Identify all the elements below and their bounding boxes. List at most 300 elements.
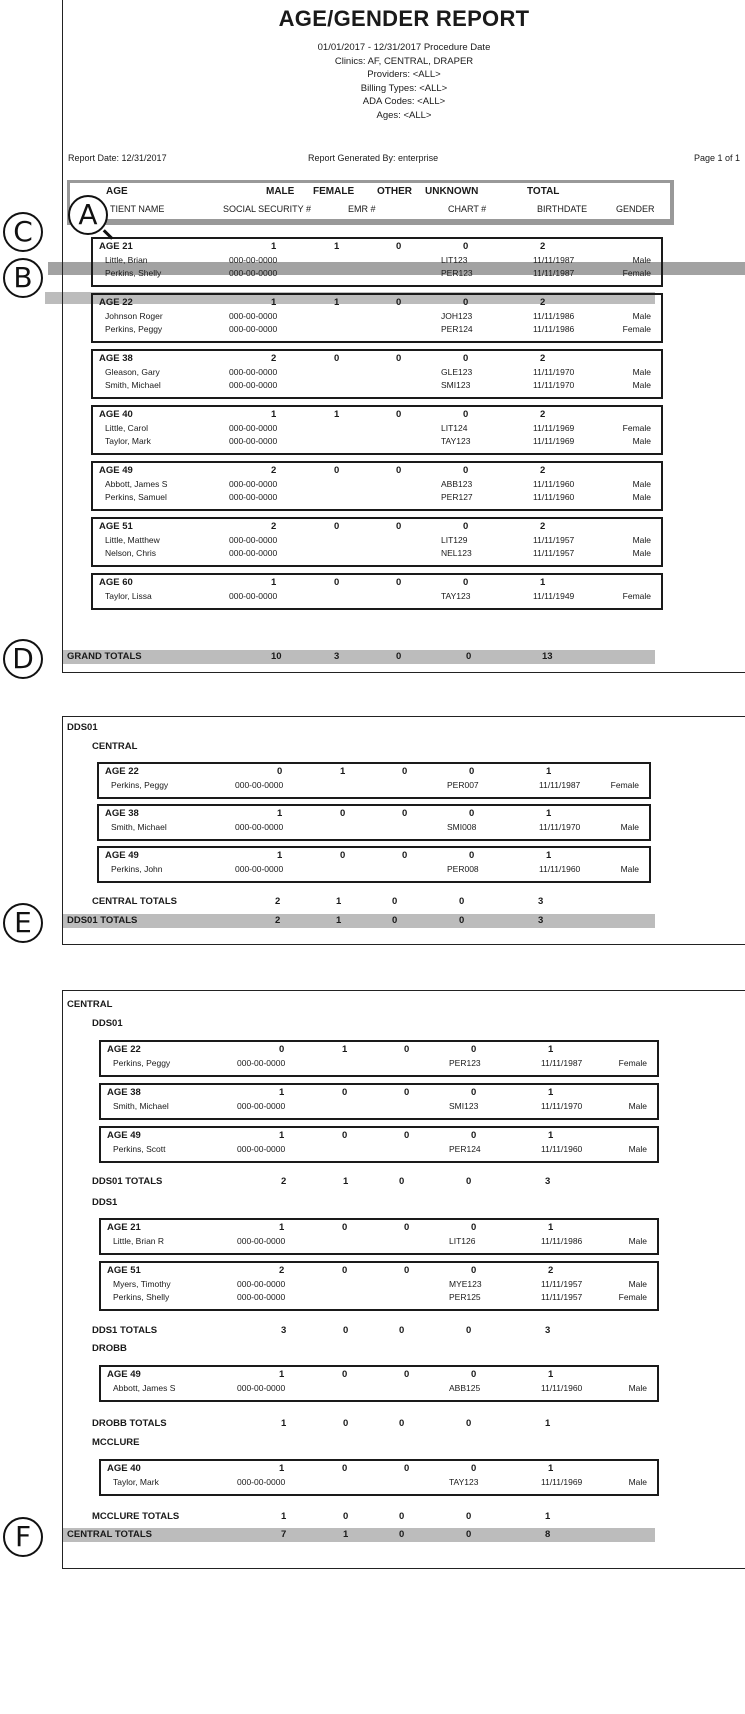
patient-name: Little, Carol — [105, 423, 148, 433]
age-unknown-count: 0 — [471, 1463, 477, 1474]
patient-row — [101, 1278, 657, 1291]
patient-gender: Female — [618, 1292, 647, 1302]
clinic-totals-label: CENTRAL TOTALS — [92, 896, 177, 907]
age-unknown-count: 0 — [471, 1222, 477, 1233]
age-male-count: 2 — [271, 465, 277, 476]
patient-ssn: 000-00-0000 — [229, 591, 278, 601]
age-label: AGE 40 — [107, 1463, 141, 1474]
provider-totals-row — [63, 914, 655, 928]
age-group — [97, 846, 651, 883]
patient-chart-number: SMI123 — [441, 380, 471, 390]
col-unknown: UNKNOWN — [425, 186, 479, 197]
age-unknown-count: 0 — [471, 1044, 477, 1055]
patient-name: Perkins, Shelly — [113, 1292, 170, 1302]
age-label: AGE 22 — [105, 766, 139, 777]
clinic-totals-unknown: 0 — [466, 1529, 472, 1540]
patient-gender: Male — [628, 1383, 647, 1393]
age-male-count: 2 — [271, 353, 277, 364]
patient-birthdate: 11/11/1957 — [533, 548, 575, 558]
age-other-count: 0 — [396, 409, 402, 420]
col-ssn: SOCIAL SECURITY # — [223, 204, 312, 214]
age-group-header — [101, 1086, 657, 1099]
patient-row — [93, 422, 661, 435]
patient-ssn: 000-00-0000 — [229, 268, 278, 278]
age-total-count: 2 — [548, 1265, 554, 1276]
age-group — [99, 1365, 659, 1402]
provider-totals-total: 1 — [545, 1418, 551, 1429]
age-male-count: 1 — [271, 297, 277, 308]
patient-ssn: 000-00-0000 — [237, 1477, 286, 1487]
patient-row — [101, 1143, 657, 1156]
age-female-count: 0 — [340, 808, 346, 819]
patient-row — [99, 779, 649, 792]
age-female-count: 0 — [342, 1130, 348, 1141]
provider-name: DDS01 — [67, 722, 98, 733]
patient-row — [93, 478, 661, 491]
col-emr: EMR # — [348, 204, 376, 214]
age-group-header — [93, 296, 661, 309]
patient-chart-number: PER123 — [441, 268, 473, 278]
col-other: OTHER — [377, 186, 412, 197]
patient-gender: Male — [632, 535, 651, 545]
age-female-count: 0 — [342, 1222, 348, 1233]
patient-row — [101, 1057, 657, 1070]
patient-ssn: 000-00-0000 — [235, 780, 284, 790]
patient-name: Perkins, Samuel — [105, 492, 167, 502]
age-female-count: 0 — [342, 1369, 348, 1380]
col-total: TOTAL — [527, 186, 560, 197]
age-group-header — [101, 1462, 657, 1475]
patient-row — [93, 310, 661, 323]
age-unknown-count: 0 — [463, 521, 469, 532]
provider-totals-other: 0 — [399, 1511, 405, 1522]
age-label: AGE 49 — [105, 850, 139, 861]
grand-totals-label: GRAND TOTALS — [67, 651, 142, 662]
patient-gender: Male — [628, 1144, 647, 1154]
provider-totals-unknown: 0 — [466, 1176, 472, 1187]
patient-chart-number: ABB125 — [449, 1383, 481, 1393]
clinic-totals-total: 8 — [545, 1529, 551, 1540]
age-unknown-count: 0 — [471, 1087, 477, 1098]
age-group-header — [93, 464, 661, 477]
patient-name: Perkins, Peggy — [105, 324, 163, 334]
age-group-header — [93, 352, 661, 365]
patient-birthdate: 11/11/1969 — [533, 436, 575, 446]
age-group-header — [93, 520, 661, 533]
provider-totals-row — [63, 1324, 655, 1338]
patient-gender: Male — [628, 1477, 647, 1487]
patient-row — [93, 254, 661, 267]
age-label: AGE 21 — [107, 1222, 141, 1233]
age-group-header — [99, 807, 649, 820]
age-group — [99, 1261, 659, 1311]
age-other-count: 0 — [396, 577, 402, 588]
age-male-count: 0 — [277, 766, 283, 777]
age-group — [99, 1459, 659, 1496]
col-patient-name: TIENT NAME — [110, 204, 165, 214]
patient-name: Perkins, John — [111, 864, 163, 874]
age-male-count: 1 — [277, 808, 283, 819]
report-filters — [63, 41, 745, 122]
patient-gender: Male — [632, 367, 651, 377]
provider-totals-unknown: 0 — [459, 915, 465, 926]
report-date: Report Date: 12/31/2017 — [68, 153, 167, 163]
grand-totals-female: 3 — [334, 651, 340, 662]
col-gender: GENDER — [616, 204, 655, 214]
age-other-count: 0 — [404, 1369, 410, 1380]
patient-chart-number: PER124 — [441, 324, 473, 334]
patient-chart-number: PER125 — [449, 1292, 481, 1302]
age-other-count: 0 — [396, 521, 402, 532]
patient-birthdate: 11/11/1970 — [533, 367, 575, 377]
provider-totals-female: 0 — [343, 1418, 349, 1429]
col-male: MALE — [266, 186, 295, 197]
clinic-totals-unknown: 0 — [459, 896, 465, 907]
provider-totals-total: 3 — [545, 1176, 551, 1187]
age-total-count: 1 — [548, 1130, 554, 1141]
age-group — [91, 405, 663, 455]
patient-birthdate: 11/11/1957 — [541, 1292, 583, 1302]
patient-row — [93, 534, 661, 547]
age-unknown-count: 0 — [463, 409, 469, 420]
age-other-count: 0 — [404, 1222, 410, 1233]
patient-ssn: 000-00-0000 — [237, 1058, 286, 1068]
age-label: AGE 51 — [99, 521, 133, 532]
patient-name: Abbott, James S — [113, 1383, 176, 1393]
age-group-header — [101, 1129, 657, 1142]
age-group-header — [99, 765, 649, 778]
patient-row — [101, 1476, 657, 1489]
patient-gender: Female — [622, 423, 651, 433]
age-label: AGE 38 — [105, 808, 139, 819]
age-unknown-count: 0 — [463, 465, 469, 476]
patient-gender: Female — [622, 324, 651, 334]
age-male-count: 1 — [271, 241, 277, 252]
patient-name: Johnson Roger — [105, 311, 163, 321]
age-label: AGE 21 — [99, 241, 133, 252]
patient-birthdate: 11/11/1960 — [539, 864, 581, 874]
age-group — [99, 1040, 659, 1077]
patient-gender: Male — [620, 822, 639, 832]
patient-ssn: 000-00-0000 — [229, 479, 278, 489]
age-unknown-count: 0 — [471, 1130, 477, 1141]
patient-row — [99, 863, 649, 876]
patient-gender: Male — [632, 255, 651, 265]
patient-ssn: 000-00-0000 — [229, 423, 278, 433]
patient-birthdate: 11/11/1960 — [533, 479, 575, 489]
patient-birthdate: 11/11/1949 — [533, 591, 575, 601]
age-male-count: 2 — [279, 1265, 285, 1276]
provider-totals-other: 0 — [399, 1325, 405, 1336]
age-female-count: 1 — [334, 241, 340, 252]
age-other-count: 0 — [404, 1265, 410, 1276]
provider-totals-unknown: 0 — [466, 1511, 472, 1522]
age-group — [91, 573, 663, 610]
age-group — [91, 293, 663, 343]
patient-ssn: 000-00-0000 — [237, 1292, 286, 1302]
age-group — [99, 1126, 659, 1163]
filter-billing-types: Billing Types: <ALL> — [360, 82, 448, 94]
patient-gender: Male — [632, 380, 651, 390]
age-group-header — [99, 849, 649, 862]
patient-row — [93, 435, 661, 448]
patient-name: Smith, Michael — [111, 822, 167, 832]
filter-ages: Ages: <ALL> — [376, 109, 432, 121]
age-unknown-count: 0 — [463, 577, 469, 588]
provider-totals-row — [63, 1175, 655, 1189]
provider-totals-label: DDS01 TOTALS — [92, 1176, 163, 1187]
patient-ssn: 000-00-0000 — [229, 311, 278, 321]
provider-totals-label: DROBB TOTALS — [92, 1418, 167, 1429]
patient-chart-number: TAY123 — [449, 1477, 479, 1487]
patient-name: Smith, Michael — [113, 1101, 169, 1111]
callout-f: F — [3, 1517, 43, 1557]
patient-row — [101, 1382, 657, 1395]
age-total-count: 1 — [548, 1463, 554, 1474]
col-age: AGE — [106, 186, 128, 197]
patient-gender: Male — [628, 1101, 647, 1111]
provider-totals-female: 1 — [343, 1176, 349, 1187]
age-group — [99, 1083, 659, 1120]
clinic-totals-other: 0 — [399, 1529, 405, 1540]
age-group-header — [93, 576, 661, 589]
callout-e: E — [3, 903, 43, 943]
grand-totals-row — [63, 650, 655, 664]
filter-ada-codes: ADA Codes: <ALL> — [362, 96, 446, 107]
patient-ssn: 000-00-0000 — [237, 1383, 286, 1393]
age-total-count: 1 — [548, 1044, 554, 1055]
age-group — [91, 517, 663, 567]
patient-gender: Female — [622, 268, 651, 278]
patient-name: Perkins, Peggy — [113, 1058, 171, 1068]
patient-row — [93, 267, 661, 280]
age-unknown-count: 0 — [463, 241, 469, 252]
patient-gender: Female — [610, 780, 639, 790]
clinic-totals-male: 2 — [275, 896, 281, 907]
report-page-3 — [62, 990, 745, 1569]
age-male-count: 1 — [279, 1222, 285, 1233]
age-label: AGE 22 — [107, 1044, 141, 1055]
age-female-count: 0 — [334, 521, 340, 532]
age-total-count: 2 — [540, 409, 546, 420]
report-page-2 — [62, 716, 745, 945]
patient-chart-number: GLE123 — [441, 367, 473, 377]
patient-gender: Male — [632, 436, 651, 446]
age-other-count: 0 — [396, 465, 402, 476]
age-other-count: 0 — [404, 1087, 410, 1098]
age-female-count: 0 — [342, 1087, 348, 1098]
age-label: AGE 38 — [99, 353, 133, 364]
age-unknown-count: 0 — [471, 1265, 477, 1276]
patient-chart-number: TAY123 — [441, 591, 471, 601]
col-birthdate: BIRTHDATE — [537, 204, 588, 214]
age-female-count: 0 — [342, 1265, 348, 1276]
patient-name: Smith, Michael — [105, 380, 161, 390]
patient-chart-number: SMI008 — [447, 822, 477, 832]
age-group-header — [93, 408, 661, 421]
age-group-header — [101, 1264, 657, 1277]
clinic-totals-other: 0 — [392, 896, 398, 907]
patient-ssn: 000-00-0000 — [229, 436, 278, 446]
patient-row — [101, 1100, 657, 1113]
provider-totals-male: 2 — [275, 915, 281, 926]
patient-chart-number: LIT124 — [441, 423, 468, 433]
patient-gender: Male — [632, 311, 651, 321]
patient-ssn: 000-00-0000 — [237, 1279, 286, 1289]
provider-totals-male: 1 — [281, 1511, 287, 1522]
patient-name: Little, Matthew — [105, 535, 160, 545]
clinic-totals-label: CENTRAL TOTALS — [67, 1529, 152, 1540]
patient-chart-number: SMI123 — [449, 1101, 479, 1111]
age-label: AGE 49 — [107, 1130, 141, 1141]
patient-row — [99, 821, 649, 834]
provider-totals-other: 0 — [392, 915, 398, 926]
patient-birthdate: 11/11/1986 — [533, 311, 575, 321]
age-unknown-count: 0 — [469, 808, 475, 819]
patient-name: Perkins, Shelly — [105, 268, 162, 278]
patient-birthdate: 11/11/1970 — [533, 380, 575, 390]
patient-chart-number: LIT129 — [441, 535, 468, 545]
clinic-totals-row — [63, 895, 655, 909]
clinic-totals-female: 1 — [336, 896, 342, 907]
patient-birthdate: 11/11/1970 — [541, 1101, 583, 1111]
age-female-count: 1 — [342, 1044, 348, 1055]
provider-name: MCCLURE — [92, 1437, 140, 1448]
patient-name: Perkins, Peggy — [111, 780, 169, 790]
patient-birthdate: 11/11/1987 — [533, 255, 575, 265]
patient-chart-number: MYE123 — [449, 1279, 482, 1289]
patient-gender: Male — [632, 492, 651, 502]
age-male-count: 1 — [279, 1087, 285, 1098]
age-total-count: 1 — [548, 1087, 554, 1098]
patient-ssn: 000-00-0000 — [229, 255, 278, 265]
age-other-count: 0 — [402, 766, 408, 777]
clinic-totals-male: 7 — [281, 1529, 287, 1540]
provider-totals-row — [63, 1417, 655, 1431]
patient-chart-number: LIT126 — [449, 1236, 476, 1246]
grand-totals-male: 10 — [271, 651, 282, 662]
age-male-count: 1 — [277, 850, 283, 861]
age-group-header — [101, 1043, 657, 1056]
age-unknown-count: 0 — [463, 297, 469, 308]
clinic-totals-total: 3 — [538, 896, 544, 907]
patient-gender: Male — [632, 479, 651, 489]
age-female-count: 0 — [340, 850, 346, 861]
patient-ssn: 000-00-0000 — [229, 380, 278, 390]
provider-totals-total: 3 — [538, 915, 544, 926]
patient-name: Nelson, Chris — [105, 548, 157, 558]
provider-totals-label: DDS01 TOTALS — [67, 915, 138, 926]
age-male-count: 1 — [271, 577, 277, 588]
age-male-count: 1 — [279, 1369, 285, 1380]
grand-totals-unknown: 0 — [466, 651, 472, 662]
patient-ssn: 000-00-0000 — [229, 367, 278, 377]
age-other-count: 0 — [402, 850, 408, 861]
age-total-count: 1 — [540, 577, 546, 588]
patient-chart-number: PER007 — [447, 780, 479, 790]
callout-a: A — [68, 195, 108, 235]
provider-totals-male: 3 — [281, 1325, 287, 1336]
patient-birthdate: 11/11/1960 — [541, 1383, 583, 1393]
patient-birthdate: 11/11/1986 — [541, 1236, 583, 1246]
patient-name: Myers, Timothy — [113, 1279, 171, 1289]
age-total-count: 2 — [540, 465, 546, 476]
age-other-count: 0 — [396, 241, 402, 252]
provider-totals-female: 0 — [343, 1325, 349, 1336]
age-label: AGE 49 — [99, 465, 133, 476]
age-total-count: 2 — [540, 297, 546, 308]
patient-row — [93, 590, 661, 603]
patient-birthdate: 11/11/1960 — [541, 1144, 583, 1154]
patient-name: Taylor, Mark — [113, 1477, 159, 1487]
patient-chart-number: PER123 — [449, 1058, 481, 1068]
patient-gender: Male — [632, 548, 651, 558]
age-total-count: 2 — [540, 521, 546, 532]
patient-chart-number: TAY123 — [441, 436, 471, 446]
provider-totals-male: 2 — [281, 1176, 287, 1187]
provider-totals-label: DDS1 TOTALS — [92, 1325, 158, 1336]
age-female-count: 1 — [340, 766, 346, 777]
patient-row — [101, 1235, 657, 1248]
age-female-count: 0 — [334, 353, 340, 364]
patient-ssn: 000-00-0000 — [237, 1101, 286, 1111]
age-total-count: 1 — [548, 1222, 554, 1233]
age-female-count: 1 — [334, 409, 340, 420]
patient-name: Abbott, James S — [105, 479, 168, 489]
age-label: AGE 38 — [107, 1087, 141, 1098]
patient-birthdate: 11/11/1987 — [533, 268, 575, 278]
age-unknown-count: 0 — [469, 850, 475, 861]
age-group-header — [93, 240, 661, 253]
age-female-count: 0 — [334, 465, 340, 476]
provider-totals-label: MCCLURE TOTALS — [92, 1511, 180, 1522]
patient-gender: Female — [618, 1058, 647, 1068]
callout-d: D — [3, 639, 43, 679]
grand-totals-other: 0 — [396, 651, 402, 662]
clinic-name: CENTRAL — [92, 741, 138, 752]
patient-chart-number: ABB123 — [441, 479, 473, 489]
patient-gender: Male — [628, 1236, 647, 1246]
patient-ssn: 000-00-0000 — [237, 1236, 286, 1246]
provider-totals-total: 1 — [545, 1511, 551, 1522]
clinic-totals-row — [63, 1528, 655, 1542]
patient-birthdate: 11/11/1957 — [533, 535, 575, 545]
age-group — [97, 762, 651, 799]
age-male-count: 0 — [279, 1044, 285, 1055]
patient-name: Taylor, Lissa — [105, 591, 152, 601]
patient-row — [101, 1291, 657, 1304]
callout-c: C — [3, 212, 43, 252]
patient-chart-number: LIT123 — [441, 255, 468, 265]
patient-birthdate: 11/11/1986 — [533, 324, 575, 334]
patient-birthdate: 11/11/1987 — [541, 1058, 583, 1068]
report-generated-by: Report Generated By: enterprise — [308, 153, 439, 163]
column-header-frame — [67, 180, 674, 225]
age-label: AGE 40 — [99, 409, 133, 420]
patient-chart-number: PER127 — [441, 492, 473, 502]
report-title: AGE/GENDER REPORT — [278, 6, 530, 31]
patient-ssn: 000-00-0000 — [229, 492, 278, 502]
filter-date-range: 01/01/2017 - 12/31/2017 Procedure Date — [317, 42, 491, 53]
provider-totals-unknown: 0 — [466, 1325, 472, 1336]
age-other-count: 0 — [404, 1463, 410, 1474]
patient-chart-number: NEL123 — [441, 548, 472, 558]
age-total-count: 1 — [548, 1369, 554, 1380]
filter-clinics: Clinics: AF, CENTRAL, DRAPER — [334, 55, 474, 67]
age-group-header — [101, 1221, 657, 1234]
patient-row — [93, 366, 661, 379]
age-female-count: 0 — [342, 1463, 348, 1474]
